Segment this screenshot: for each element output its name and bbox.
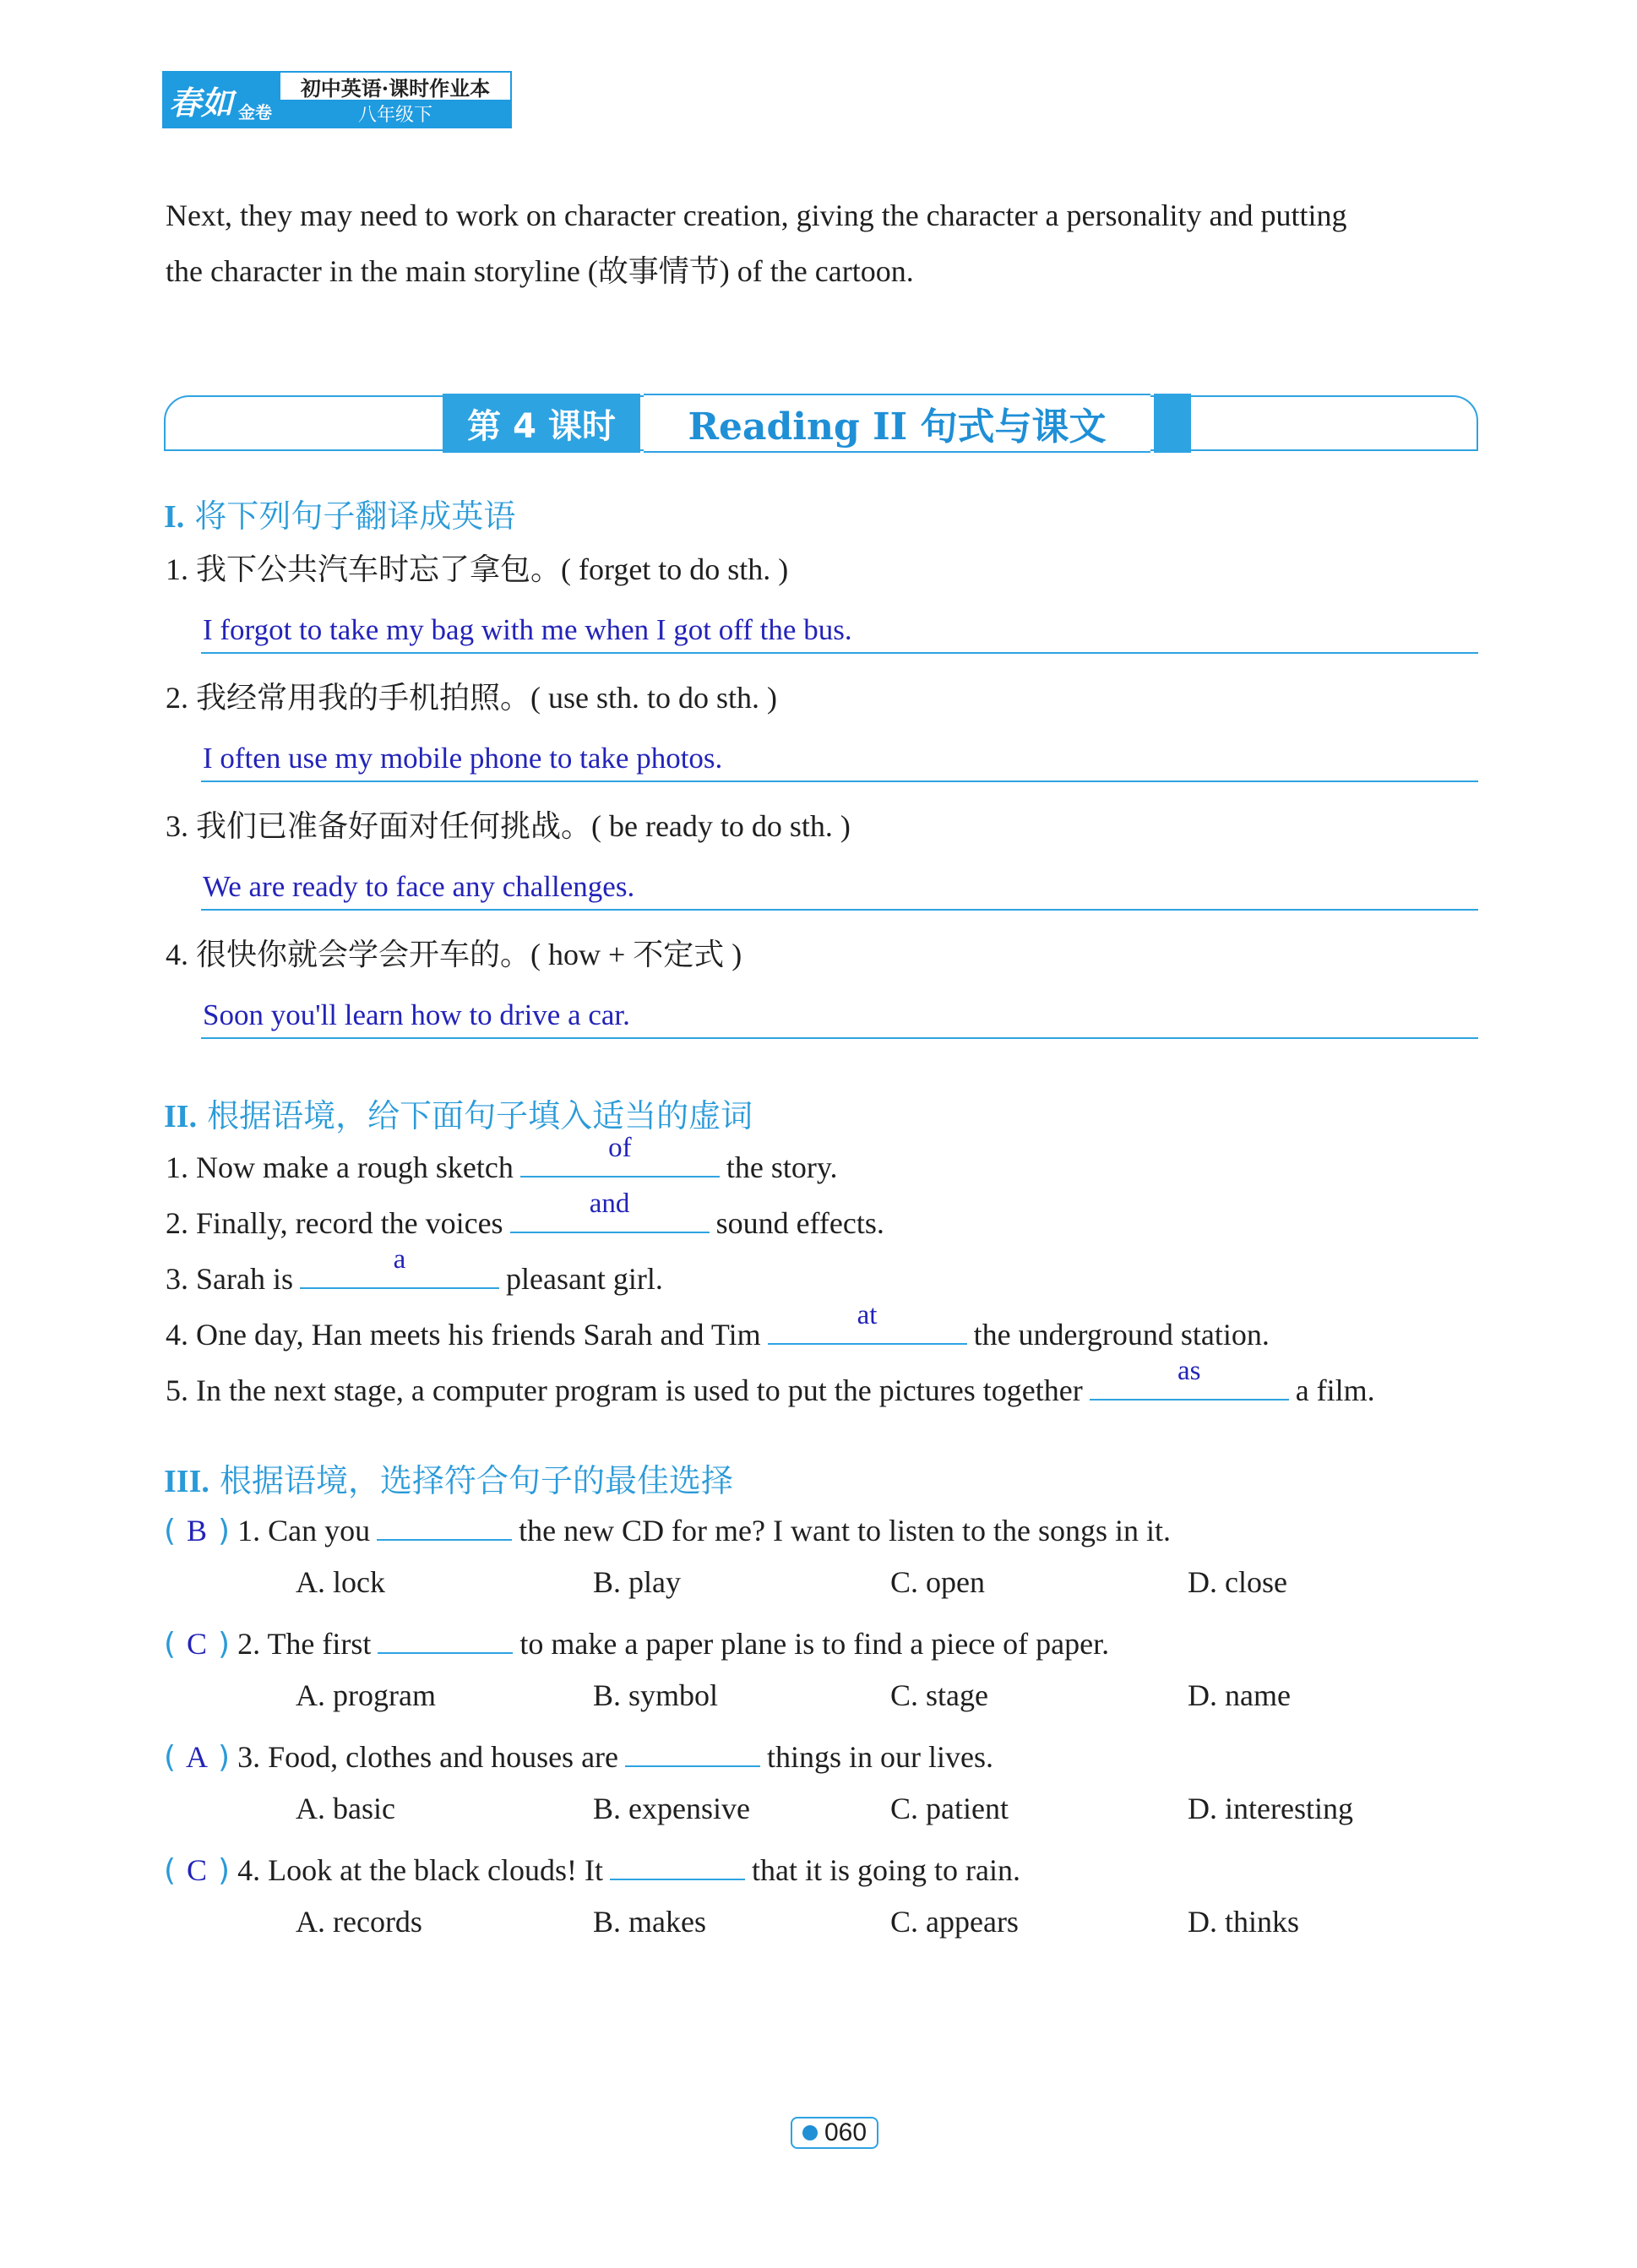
mc-blank-3 [625, 1735, 760, 1767]
fill-answer-4: at [857, 1300, 878, 1330]
mc-question-2-before: 2. The first [237, 1627, 372, 1661]
translation-question-2: 2. 我经常用我的手机拍照。( use sth. to do sth. ) [166, 681, 777, 715]
mc-blank-4 [610, 1848, 745, 1880]
section-2-title [164, 1090, 753, 1136]
mc-4-option-b[interactable]: B. makes [593, 1905, 706, 1939]
paren-open: ( [164, 1853, 177, 1888]
fill-blank-5[interactable] [1090, 1356, 1289, 1401]
section-1-heading: 将下列句子翻译成英语 [194, 498, 516, 535]
fill-answer-1: of [608, 1133, 632, 1163]
fill-item-1-after: the story. [726, 1150, 838, 1184]
fill-item-3-before: 3. Sarah is [166, 1262, 293, 1296]
mc-2-option-a[interactable]: A. program [296, 1678, 436, 1712]
fill-item-1-before: 1. Now make a rough sketch [166, 1150, 514, 1184]
mc-question-4-before: 4. Look at the black clouds! It [237, 1853, 603, 1887]
paren-open: ( [164, 1514, 177, 1548]
lesson-number: 第 4 课时 [443, 394, 640, 453]
fill-item-5-before: 5. In the next stage, a computer program is used to put the pictures together [166, 1373, 1083, 1407]
mc-question-1 [164, 1509, 1171, 1548]
mc-answer-1[interactable]: B [187, 1514, 208, 1547]
fill-item-2-before: 2. Finally, record the voices [166, 1206, 503, 1240]
intro-line-1: Next, they may need to work on character creation, giving the character a personality and putting [166, 199, 1347, 232]
fill-answer-2: and [589, 1188, 630, 1219]
mc-1-option-b[interactable]: B. play [593, 1565, 681, 1599]
fill-blank-2[interactable] [510, 1188, 710, 1233]
section-3-heading: 根据语境，选择符合句子的最佳选择 [219, 1462, 733, 1499]
paren-close: ) [218, 1853, 231, 1888]
intro-line-2: the character in the main storyline (故事情节) of the cartoon. [166, 254, 914, 288]
fill-blank-1[interactable] [520, 1133, 720, 1178]
mc-answer-2[interactable]: C [187, 1627, 208, 1661]
paren-close: ) [218, 1627, 231, 1662]
paren-close: ) [218, 1740, 231, 1775]
mc-4-option-d[interactable]: D. thinks [1188, 1905, 1300, 1939]
fill-item-2-after: sound effects. [715, 1206, 884, 1240]
mc-question-3-after: things in our lives. [767, 1740, 994, 1774]
mc-4-option-a[interactable]: A. records [296, 1905, 422, 1939]
translation-question-3: 3. 我们已准备好面对任何挑战。( be ready to do sth. ) [166, 809, 851, 843]
fill-item-3 [166, 1244, 663, 1297]
page-dot-icon [802, 2125, 818, 2140]
paren-close: ) [218, 1514, 231, 1548]
intro-paragraph [166, 188, 1483, 299]
answer-line-4 [201, 988, 1478, 1039]
fill-item-4-after: the underground station. [973, 1318, 1270, 1352]
mc-3-option-a[interactable]: A. basic [296, 1792, 395, 1825]
mc-answer-4[interactable]: C [187, 1853, 208, 1887]
paren-open: ( [164, 1627, 177, 1662]
mc-question-2 [164, 1622, 1109, 1662]
fill-item-5-after: a film. [1295, 1373, 1375, 1407]
fill-blank-4[interactable] [768, 1300, 967, 1345]
section-2-heading: 根据语境，给下面句子填入适当的虚词 [207, 1097, 753, 1134]
fill-item-3-after: pleasant girl. [505, 1262, 663, 1296]
mc-2-option-c[interactable]: C. stage [890, 1678, 988, 1712]
mc-1-option-c[interactable]: C. open [890, 1565, 985, 1599]
mc-2-option-d[interactable]: D. name [1188, 1678, 1291, 1712]
mc-blank-1 [377, 1509, 512, 1541]
mc-question-2-after: to make a paper plane is to find a piece of paper. [519, 1627, 1110, 1661]
mc-answer-3[interactable]: A [186, 1740, 209, 1774]
fill-item-4-before: 4. One day, Han meets his friends Sarah and Tim [166, 1318, 761, 1352]
lesson-banner [164, 395, 1478, 451]
mc-question-4 [164, 1848, 1020, 1888]
logo-sub-text: 金卷 [238, 102, 272, 122]
translation-question-4: 4. 很快你就会学会开车的。( how + 不定式 ) [166, 938, 742, 971]
mc-question-3-before: 3. Food, clothes and houses are [237, 1740, 619, 1774]
mc-options-1 [296, 1564, 1485, 1600]
book-title: 初中英语·课时作业本 [280, 73, 510, 100]
answer-text-3: We are ready to face any challenges. [203, 870, 635, 903]
mc-options-4 [296, 1904, 1485, 1939]
mc-3-option-b[interactable]: B. expensive [593, 1792, 750, 1825]
fill-item-1 [166, 1133, 838, 1185]
paren-open: ( [164, 1740, 177, 1775]
section-1-number: I. [164, 499, 185, 535]
logo-brand [162, 71, 279, 128]
section-3-title [164, 1455, 733, 1501]
fill-answer-5: as [1177, 1356, 1201, 1386]
fill-item-2 [166, 1188, 884, 1241]
mc-2-option-b[interactable]: B. symbol [593, 1678, 719, 1712]
fill-blank-3[interactable] [300, 1244, 499, 1289]
answer-text-4: Soon you'll learn how to drive a car. [203, 998, 630, 1031]
section-1-title [164, 490, 515, 536]
page-number-badge [791, 2117, 878, 2149]
section-2-number: II. [164, 1099, 198, 1134]
logo-main-text: 春如 [168, 83, 233, 122]
answer-line-1 [201, 603, 1478, 654]
mc-question-3 [164, 1735, 993, 1775]
mc-options-3 [296, 1791, 1485, 1826]
mc-1-option-a[interactable]: A. lock [296, 1565, 385, 1599]
mc-1-option-d[interactable]: D. close [1188, 1565, 1287, 1599]
answer-line-3 [201, 860, 1478, 911]
mc-3-option-d[interactable]: D. interesting [1188, 1792, 1353, 1825]
mc-question-4-after: that it is going to rain. [751, 1853, 1020, 1887]
fill-answer-3: a [393, 1244, 406, 1275]
answer-line-2 [201, 732, 1478, 782]
publisher-logo [162, 71, 512, 128]
mc-blank-2 [378, 1622, 513, 1654]
banner-accent [1154, 394, 1191, 453]
fill-item-4 [166, 1300, 1270, 1352]
section-3-number: III. [164, 1464, 209, 1499]
mc-question-1-before: 1. Can you [237, 1514, 371, 1547]
mc-4-option-c[interactable]: C. appears [890, 1905, 1019, 1939]
answer-text-1: I forgot to take my bag with me when I got off the bus. [203, 613, 852, 646]
book-info [279, 71, 512, 128]
answer-text-2: I often use my mobile phone to take photos. [203, 742, 723, 775]
mc-question-1-after: the new CD for me? I want to listen to the songs in it. [519, 1514, 1171, 1547]
mc-options-2 [296, 1678, 1485, 1713]
grade-label: 八年级下 [280, 100, 510, 127]
translation-question-1: 1. 我下公共汽车时忘了拿包。( forget to do sth. ) [166, 552, 789, 586]
page-number: 060 [824, 2118, 867, 2146]
mc-3-option-c[interactable]: C. patient [890, 1792, 1009, 1825]
lesson-title: Reading II 句式与课文 [644, 394, 1150, 453]
fill-item-5 [166, 1356, 1375, 1408]
